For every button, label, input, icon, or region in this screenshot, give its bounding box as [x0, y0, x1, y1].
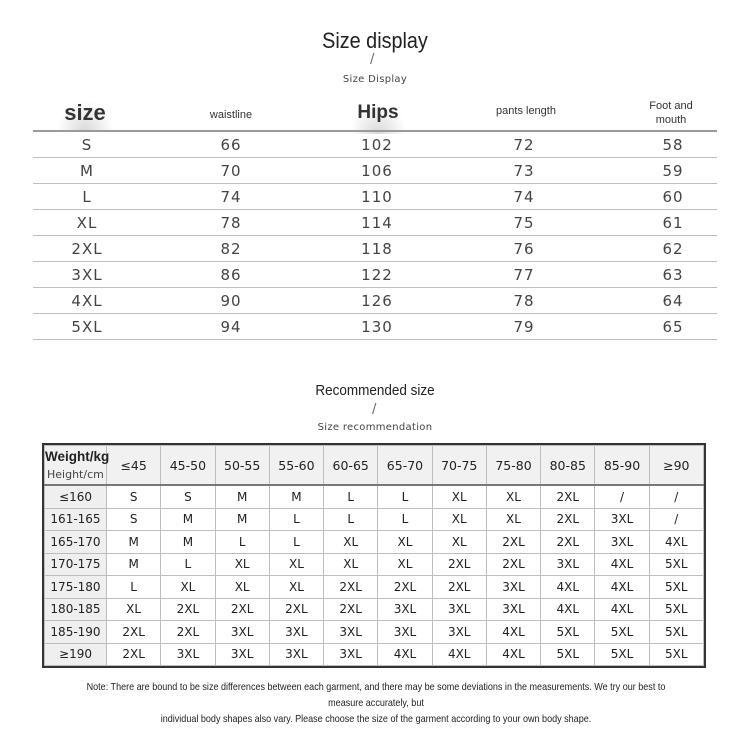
recommended-size-cell: L — [269, 508, 323, 530]
recommended-size-cell: XL — [378, 531, 432, 553]
recommended-size-cell: 3XL — [486, 598, 540, 620]
recommended-size-cell: 2XL — [486, 531, 540, 553]
size-cell: M — [80, 161, 94, 180]
waistline-cell: 94 — [220, 317, 242, 336]
recommended-size-cell: 3XL — [378, 598, 432, 620]
recommended-size-cell: 3XL — [541, 553, 595, 575]
recommended-size-cell: 3XL — [215, 643, 269, 665]
recommended-size-cell: M — [107, 553, 161, 575]
recommended-size-cell: L — [215, 531, 269, 553]
foot-mouth-cell: 60 — [662, 187, 684, 206]
recommended-size-cell: 4XL — [595, 576, 649, 598]
header-size: size — [56, 100, 114, 132]
hips-cell: 106 — [361, 161, 393, 180]
weight-column-header: 65-70 — [378, 446, 432, 486]
recommended-size-cell: / — [649, 485, 703, 508]
size-cell: 4XL — [71, 291, 103, 310]
recommended-size-cell: 2XL — [378, 576, 432, 598]
hips-cell: 102 — [361, 135, 393, 154]
size-table — [33, 130, 717, 340]
recommended-size-cell: 4XL — [541, 598, 595, 620]
recommended-size-cell: 4XL — [595, 598, 649, 620]
recommended-title: Recommended size — [315, 382, 435, 399]
weight-column-header: ≤45 — [107, 446, 161, 486]
waistline-cell: 66 — [220, 135, 242, 154]
recommended-size-cell: 3XL — [378, 621, 432, 643]
size-row — [33, 210, 717, 236]
weight-column-header: 50-55 — [215, 446, 269, 486]
hips-cell: 122 — [361, 265, 393, 284]
recommendation-table — [42, 443, 706, 668]
height-label: Height/cm — [47, 468, 104, 481]
size-row — [33, 314, 717, 340]
recommended-size-cell: 5XL — [649, 576, 703, 598]
recommended-size-cell: XL — [432, 508, 486, 530]
size-row — [33, 236, 717, 262]
recommended-size-cell: XL — [215, 576, 269, 598]
recommended-size-cell: 2XL — [215, 598, 269, 620]
height-row — [45, 576, 704, 598]
recommended-size-cell: 3XL — [486, 576, 540, 598]
recommended-size-cell: 3XL — [432, 621, 486, 643]
pants-length-cell: 75 — [513, 213, 535, 232]
size-cell: S — [81, 135, 93, 154]
weight-column-header: 75-80 — [486, 446, 540, 486]
recommended-size-cell: XL — [215, 553, 269, 575]
corner-cell — [45, 446, 110, 486]
note-line-1: Note: There are bound to be size differences between each garment, and there may be some deviations in the measurements. We try our best to measure accurately, but — [86, 681, 666, 709]
height-label-cell: ≥190 — [45, 643, 107, 665]
weight-column-header: 80-85 — [541, 446, 595, 486]
recommended-size-cell: XL — [269, 576, 323, 598]
recommended-size-cell: 3XL — [595, 508, 649, 530]
height-row — [45, 531, 704, 553]
header-waistline: waistline — [209, 109, 253, 121]
recommended-size-cell: S — [161, 485, 215, 508]
size-cell: L — [82, 187, 92, 206]
recommended-size-cell: XL — [269, 553, 323, 575]
foot-mouth-cell: 64 — [662, 291, 684, 310]
hips-cell: 130 — [361, 317, 393, 336]
size-cell: 5XL — [71, 317, 103, 336]
recommended-size-cell: S — [107, 508, 161, 530]
recommended-size-cell: XL — [161, 576, 215, 598]
size-cell: XL — [76, 213, 98, 232]
header-pants-length: pants length — [496, 105, 556, 117]
weight-column-header: ≥90 — [649, 446, 703, 486]
recommended-size-cell: 2XL — [541, 485, 595, 508]
height-row — [45, 598, 704, 620]
recommended-size-cell: L — [378, 485, 432, 508]
waistline-cell: 90 — [220, 291, 242, 310]
height-row — [45, 621, 704, 643]
header-foot-and-mouth: Foot and mouth — [649, 100, 693, 126]
recommended-size-cell: 3XL — [595, 531, 649, 553]
recommended-size-cell: 4XL — [595, 553, 649, 575]
recommended-size-cell: 2XL — [432, 553, 486, 575]
height-label-cell: 161-165 — [45, 508, 107, 530]
pants-length-cell: 74 — [513, 187, 535, 206]
note-line-2: individual body shapes also vary. Please choose the size of the garment according to your own body shape. — [160, 713, 592, 725]
pants-length-cell: 73 — [513, 161, 535, 180]
recommended-size-cell: 5XL — [595, 621, 649, 643]
recommended-size-cell: 2XL — [486, 553, 540, 575]
height-row — [45, 643, 704, 665]
recommended-size-cell: L — [378, 508, 432, 530]
recommended-size-cell: XL — [486, 485, 540, 508]
recommended-size-cell: 2XL — [541, 531, 595, 553]
waistline-cell: 74 — [220, 187, 242, 206]
height-label-cell: 165-170 — [45, 531, 107, 553]
recommended-size-cell: 5XL — [541, 643, 595, 665]
height-label-cell: 185-190 — [45, 621, 107, 643]
size-display-subtitle: Size Display — [342, 74, 408, 85]
recommended-size-cell: L — [107, 576, 161, 598]
weight-label: Weight/kg — [45, 449, 110, 464]
hips-cell: 110 — [361, 187, 393, 206]
recommended-size-cell: L — [269, 531, 323, 553]
recommended-size-cell: 2XL — [161, 621, 215, 643]
recommended-size-cell: 3XL — [432, 598, 486, 620]
height-row — [45, 508, 704, 530]
recommended-size-cell: 3XL — [324, 643, 378, 665]
weight-column-header: 70-75 — [432, 446, 486, 486]
weight-header-row — [45, 446, 704, 486]
recommended-size-cell: XL — [432, 485, 486, 508]
recommended-size-cell: 5XL — [649, 643, 703, 665]
measurement-note — [70, 679, 682, 727]
recommended-size-cell: 5XL — [649, 553, 703, 575]
waistline-cell: 70 — [220, 161, 242, 180]
recommended-size-cell: 4XL — [432, 643, 486, 665]
recommended-slash: / — [372, 402, 377, 417]
weight-column-header: 55-60 — [269, 446, 323, 486]
pants-length-cell: 78 — [513, 291, 535, 310]
weight-column-header: 85-90 — [595, 446, 649, 486]
recommended-subtitle: Size recommendation — [317, 422, 433, 433]
recommended-size-cell: 3XL — [215, 621, 269, 643]
recommended-size-cell: 4XL — [486, 643, 540, 665]
waistline-cell: 82 — [220, 239, 242, 258]
foot-mouth-cell: 63 — [662, 265, 684, 284]
recommended-size-cell: / — [595, 485, 649, 508]
recommended-size-cell: M — [161, 531, 215, 553]
recommended-size-cell: M — [269, 485, 323, 508]
recommended-size-cell: L — [161, 553, 215, 575]
size-row — [33, 130, 717, 158]
recommended-size-cell: 5XL — [649, 598, 703, 620]
recommended-size-cell: 2XL — [324, 598, 378, 620]
recommended-size-cell: 2XL — [107, 643, 161, 665]
pants-length-cell: 76 — [513, 239, 535, 258]
recommended-size-cell: 3XL — [161, 643, 215, 665]
recommended-size-cell: 4XL — [378, 643, 432, 665]
recommended-size-cell: XL — [378, 553, 432, 575]
recommended-size-cell: 3XL — [269, 643, 323, 665]
recommended-size-cell: 3XL — [324, 621, 378, 643]
foot-mouth-cell: 65 — [662, 317, 684, 336]
waistline-cell: 78 — [220, 213, 242, 232]
recommended-size-cell: 3XL — [269, 621, 323, 643]
foot-mouth-cell: 62 — [662, 239, 684, 258]
recommended-size-cell: M — [215, 485, 269, 508]
recommended-size-cell: 2XL — [269, 598, 323, 620]
recommended-size-cell: L — [324, 508, 378, 530]
recommended-size-cell: S — [107, 485, 161, 508]
pants-length-cell: 79 — [513, 317, 535, 336]
pants-length-cell: 72 — [513, 135, 535, 154]
recommended-size-cell: 2XL — [432, 576, 486, 598]
recommended-size-cell: M — [107, 531, 161, 553]
size-row — [33, 158, 717, 184]
recommended-size-cell: L — [324, 485, 378, 508]
size-cell: 3XL — [71, 265, 103, 284]
recommended-size-cell: 2XL — [107, 621, 161, 643]
foot-mouth-cell: 61 — [662, 213, 684, 232]
height-label-cell: 180-185 — [45, 598, 107, 620]
waistline-cell: 86 — [220, 265, 242, 284]
size-display-title: Size display — [322, 28, 428, 53]
size-cell: 2XL — [71, 239, 103, 258]
hips-cell: 126 — [361, 291, 393, 310]
height-row — [45, 485, 704, 508]
recommended-size-cell: XL — [432, 531, 486, 553]
size-row — [33, 288, 717, 314]
recommended-size-cell: 2XL — [541, 508, 595, 530]
foot-mouth-cell: 58 — [662, 135, 684, 154]
recommended-size-cell: 2XL — [161, 598, 215, 620]
size-row — [33, 184, 717, 210]
pants-length-cell: 77 — [513, 265, 535, 284]
recommended-size-cell: 5XL — [541, 621, 595, 643]
recommended-size-cell: 5XL — [649, 621, 703, 643]
recommended-size-cell: XL — [486, 508, 540, 530]
size-row — [33, 262, 717, 288]
recommended-size-cell: XL — [107, 598, 161, 620]
recommended-size-cell: / — [649, 508, 703, 530]
weight-column-header: 60-65 — [324, 446, 378, 486]
foot-mouth-cell: 59 — [662, 161, 684, 180]
recommended-size-cell: 4XL — [541, 576, 595, 598]
header-hips: Hips — [349, 102, 407, 134]
recommended-size-cell: 4XL — [486, 621, 540, 643]
title-slash: / — [370, 52, 375, 67]
height-label-cell: 170-175 — [45, 553, 107, 575]
hips-cell: 114 — [361, 213, 393, 232]
recommended-size-cell: XL — [324, 553, 378, 575]
recommended-size-cell: 5XL — [595, 643, 649, 665]
recommended-size-cell: XL — [324, 531, 378, 553]
recommended-size-cell: 4XL — [649, 531, 703, 553]
hips-cell: 118 — [361, 239, 393, 258]
recommended-size-cell: M — [215, 508, 269, 530]
weight-column-header: 45-50 — [161, 446, 215, 486]
height-label-cell: 175-180 — [45, 576, 107, 598]
recommended-size-cell: 2XL — [324, 576, 378, 598]
height-label-cell: ≤160 — [45, 485, 107, 508]
height-row — [45, 553, 704, 575]
recommended-size-cell: M — [161, 508, 215, 530]
